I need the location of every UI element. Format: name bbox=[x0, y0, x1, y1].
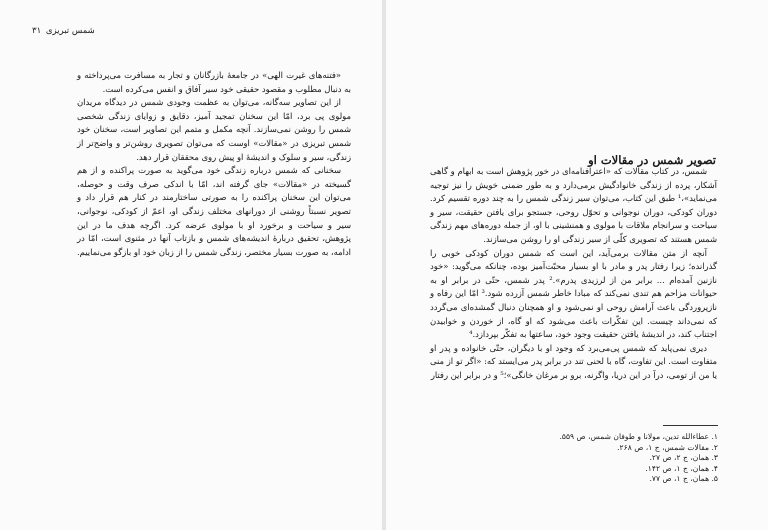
footnote: ۳. همان، ج ۲، ص ۲۷. bbox=[649, 453, 718, 463]
footnote: ۵. همان، ج ۱، ص ۷۷. bbox=[649, 474, 718, 484]
footnotes bbox=[559, 432, 718, 485]
footnote: ۲. مقالات شمس، ج ۱، ص ۲۶۸. bbox=[617, 442, 718, 452]
left-page-body bbox=[77, 69, 351, 259]
paragraph: «فتنه‌های غیرت الهی» در جامعهٔ بازرگانان و تجار به مسافرت می‌پرداخته و به دنبال مطلوب و مقصود حقیقی خود سیر آفاق و انفس می‌کرده است. bbox=[77, 70, 351, 94]
paragraph: آنچه از متن مقالات برمی‌آید، این است که شمس دوران کودکی خوبی را گذرانده؛ زیرا رفتار پدر و مادر با او بسیار محبّت‌آمیز بوده، چنانکه می‌گوید: «خود نازنین آمده‌ام ... برابر من از لرزیدی پدرم».² پدر شمس، حتّی در برابر او به حیوانات مزاحم هم تندی نمی‌کند که مبادا خاطر شمس آزرده شود.³ امّا این رفاه و نازپروردگی باعث آرامش روحی او نمی‌شود و او همچنان دنبال گمشده‌ای می‌گردد که نمی‌داند چیست. این تفکّرات باعث می‌شود که او گاه، از خوردن و خوابیدن اجتناب کند، در اندیشهٔ یافتن حقیقت وجود خود، ساعتها به تفکّر بپردازد.⁴ bbox=[430, 247, 717, 340]
section-title: تصویر شمس در مقالات او bbox=[588, 153, 716, 167]
footnote: ۴. همان، ج ۱، ص ۱۴۲. bbox=[645, 463, 718, 473]
paragraph: دیری نمی‌پاید که شمس پی‌می‌برد که وجود او با دیگران، حتّی خانواده و پدر او متفاوت است. این تفاوت، گاه با لحنی تند در برابر پدر می‌ایستد که: «اگر تو از منی یا من از تومی، درآ در این دریا، واگرنه، برو بر مرغان خانگی»؛⁵ و در برابر این رفتار bbox=[430, 342, 717, 380]
paragraph: شمس، در کتاب مقالات که «اعترافنامه‌ای در خور پژوهش است به ابهام و گاهی آشکار، پرده از زندگی خانوادگیش برمی‌دارد و به طور ضمنی خویش را نیز توجیه می‌نماید»،¹ طبق این کتاب، می‌توان سیر زندگی شمس را به چند دوره تقسیم کرد. دوران کودکی، دوران نوجوانی و تحوّل روحی، جستجو برای یافتن حقیقت، سیر و سیاحت و سرانجام ملاقات با مولوی و همنشینی با او، از جمله دوره‌های مهم زندگی شمس هستند که تصویری کلّی از سیر زندگی او را روشن می‌سازند. bbox=[430, 166, 717, 244]
paragraph: از این تصاویر سه‌گانه، می‌توان به عظمت وجودی شمس در دیدگاه مریدان مولوی پی برد، امّا این سخنان تمجید آمیز، دقایق و زوایای زندگی شخصی شمس را روشن نمی‌سازند. آنچه مکمل و متمم این تصاویر است، سخنان خود شمس تبریزی در «مقالات» اوست که می‌توان تصویری روشن‌تر و واضح‌تر از زندگی، سیر و سلوک و اندیشهٔ او پیش روی محققان قرار دهد. bbox=[77, 97, 351, 162]
right-page-body bbox=[430, 165, 717, 383]
footnote: ۱. عطاءالله تدین، مولانا و طوفان شمس، ص ۵۵۹. bbox=[559, 432, 718, 441]
page-number: ۳۱ bbox=[32, 26, 42, 36]
paragraph: سخنانی که شمس درباره زندگی خود می‌گوید به صورت پراکنده و از هم گسیخته در «مقالات» جای گرفته اند، امّا با اندکی صرف وقت و حوصله، می‌توان این سخنان پراکنده را به صورتی ساختارمند در کنار هم قرار داد و تصویر نسبتاً روشنی از دورانهای مختلف زندگی او، اعمّ از کودکی، نوجوانی، سیر و سیاحت و برخورد او با مولوی عرضه کرد. اگرچه هدف ما در این پژوهش، تحقیق دربارهٔ اندیشه‌های شمس و بازتاب آنها در مثنوی است، امّا در ادامه، به صورت بسیار مختصر، زندگی شمس را از زبان خود او بازگو می‌نماییم. bbox=[76, 165, 351, 257]
footnote-divider bbox=[663, 425, 718, 426]
header-title: شمس تبریزی bbox=[45, 26, 95, 36]
running-header bbox=[32, 26, 95, 36]
